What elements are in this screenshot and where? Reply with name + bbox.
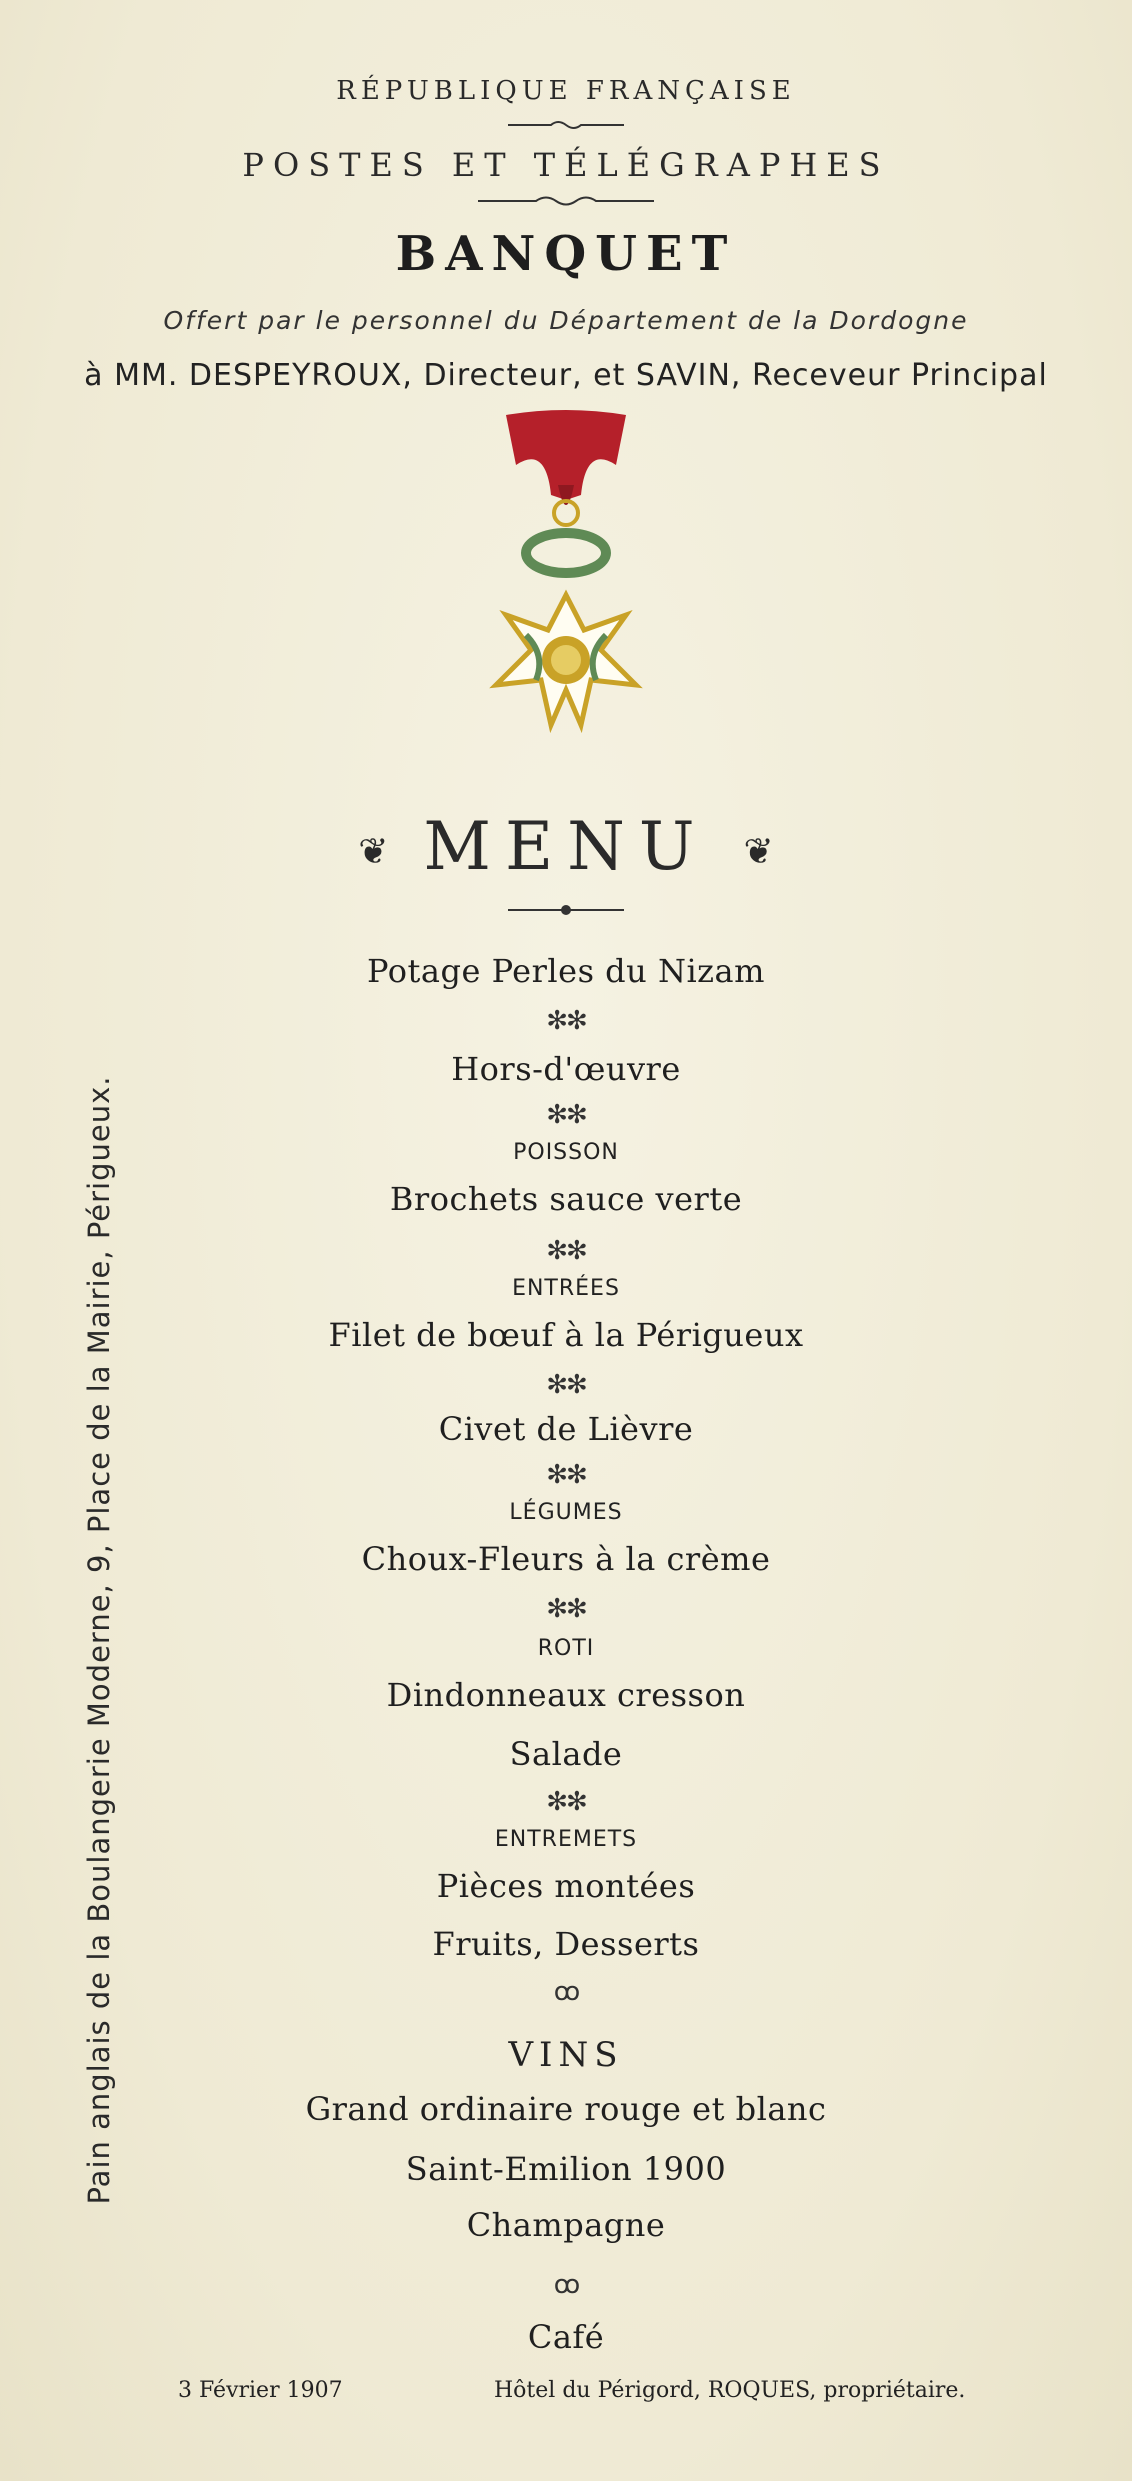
- swirl-divider-icon: [0, 194, 1132, 208]
- offert-line: Offert par le personnel du Département de la Dordogne: [163, 306, 969, 335]
- menu-section-heading: ENTREMETS: [494, 1827, 638, 1852]
- menu-separator: ✻✻: [546, 1594, 586, 1624]
- menu-section-heading: ENTRÉES: [512, 1276, 620, 1301]
- menu-dish: Brochets sauce verte: [389, 1180, 743, 1218]
- swirl-divider-icon: [0, 118, 1132, 132]
- menu-dish: Filet de bœuf à la Périgueux: [328, 1316, 804, 1354]
- fleuron-ornament-icon: ❦: [743, 831, 774, 873]
- fleuron-ornament-icon: ❦: [358, 831, 389, 873]
- menu-dish: Hors-d'œuvre: [451, 1050, 681, 1088]
- menu-dish: Potage Perles du Nizam: [367, 952, 765, 990]
- menu-dish: Fruits, Desserts: [432, 1925, 700, 1963]
- menu-separator: ✻✻: [546, 1787, 586, 1817]
- menu-dish: Salade: [509, 1735, 623, 1773]
- menu-separator: ꝏ: [553, 1977, 579, 2007]
- menu-title-text: MENU: [423, 808, 709, 885]
- menu-separator: ✻✻: [546, 1006, 586, 1036]
- postes-heading: POSTES ET TÉLÉGRAPHES: [242, 146, 890, 184]
- menu-section-heading: ROTI: [537, 1636, 595, 1661]
- menu-section-heading: LÉGUMES: [509, 1500, 623, 1525]
- menu-dish: Champagne: [466, 2206, 666, 2244]
- menu-separator: ✻✻: [546, 1370, 586, 1400]
- menu-dish: Choux-Fleurs à la crème: [361, 1540, 771, 1578]
- menu-dish: Dindonneaux cresson: [386, 1676, 746, 1714]
- menu-title: [0, 808, 1132, 885]
- footer-hotel: Hôtel du Périgord, ROQUES, propriétaire.: [494, 2378, 966, 2403]
- menu-dish: Grand ordinaire rouge et blanc: [305, 2090, 827, 2128]
- banquet-title: BANQUET: [395, 226, 737, 282]
- menu-divider-icon: [0, 904, 1132, 916]
- menu-dish: Café: [527, 2318, 605, 2356]
- footer-date: 3 Février 1907: [178, 2378, 343, 2403]
- wines-heading: VINS: [508, 2035, 624, 2075]
- menu-separator: ✻✻: [546, 1460, 586, 1490]
- legion-of-honour-medal-icon: [466, 405, 666, 785]
- menu-separator: ꝏ: [553, 2270, 579, 2300]
- menu-dish: Pièces montées: [436, 1867, 696, 1905]
- menu-dish: Civet de Lièvre: [438, 1410, 694, 1448]
- menu-separator: ✻✻: [546, 1236, 586, 1266]
- baker-credit: Pain anglais de la Boulangerie Moderne, 9, Place de la Mairie, Périgueux.: [82, 1075, 116, 2205]
- menu-dish: Saint-Emilion 1900: [405, 2150, 727, 2188]
- menu-separator: ✻✻: [546, 1100, 586, 1130]
- menu-section-heading: POISSON: [513, 1140, 619, 1165]
- republique-heading: RÉPUBLIQUE FRANÇAISE: [336, 76, 796, 106]
- honorees-line: à MM. DESPEYROUX, Directeur, et SAVIN, Receveur Principal: [84, 358, 1048, 393]
